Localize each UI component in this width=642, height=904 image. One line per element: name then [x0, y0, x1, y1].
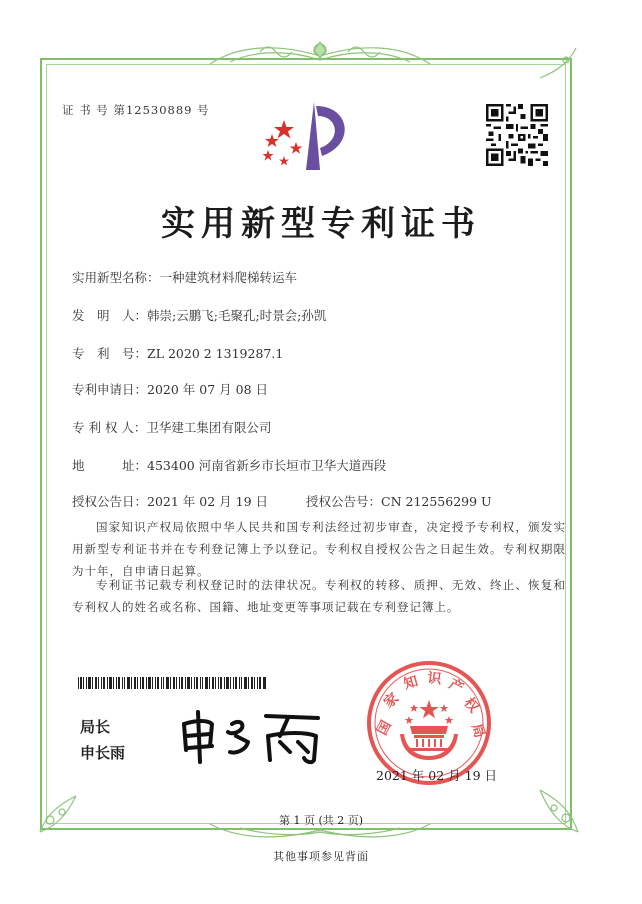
field-utility-model-name — [72, 268, 297, 286]
cnipa-logo-icon — [258, 98, 360, 174]
field-patentee — [72, 418, 271, 436]
field-value: CN 212556299 U — [381, 494, 492, 509]
qr-code-icon — [486, 104, 548, 166]
svg-text:知: 知 — [401, 673, 420, 693]
svg-text:局: 局 — [468, 721, 488, 740]
field-value: 2021 年 02 月 19 日 — [147, 494, 269, 509]
footer-note: 其他事项参见背面 — [273, 850, 369, 863]
field-label: 专 利 号： — [72, 346, 148, 361]
certificate-number: 证 书 号 第12530889 号 — [62, 103, 210, 117]
field-value: 一种建筑材料爬梯转运车 — [159, 270, 298, 285]
field-value: ZL 2020 2 1319287.1 — [147, 346, 284, 361]
field-grant-date — [72, 492, 268, 510]
signatory-name: 申长雨 — [80, 744, 126, 762]
certificate-legal-note: 专利证书记载专利权登记时的法律状况。专利权的转移、质押、无效、终止、恢复和专利权人的姓名或名称、国籍、地址变更等事项记载在专利登记簿上。 — [72, 578, 566, 614]
field-value: 卫华建工集团有限公司 — [146, 420, 272, 435]
field-inventors — [72, 306, 326, 324]
corner-ornament-tr — [530, 44, 580, 94]
top-ornament — [200, 38, 440, 70]
svg-text:家: 家 — [380, 690, 402, 712]
field-label: 授权公告日： — [72, 494, 148, 509]
barcode-icon — [78, 677, 266, 689]
svg-text:识: 识 — [426, 670, 443, 688]
field-grant-number — [306, 492, 492, 510]
field-label: 授权公告号： — [306, 494, 382, 509]
field-value: 2020 年 07 月 08 日 — [147, 382, 269, 397]
page-number: 第 1 页 (共 2 页) — [278, 814, 364, 827]
svg-text:产: 产 — [445, 676, 466, 697]
field-value: 453400 河南省新乡市长垣市卫华大道西段 — [147, 458, 387, 473]
field-label: 专 利 权 人： — [72, 420, 147, 435]
field-label: 发 明 人： — [72, 308, 148, 323]
field-label: 专利申请日： — [72, 382, 148, 397]
certificate-statement: 国家知识产权局依照中华人民共和国专利法经过初步审查，决定授予专利权，颁发实用新型专利证书并在专利登记簿上予以登记。专利权自授权公告之日起生效。专利权期限为十年，自申请日起算。 — [72, 520, 566, 578]
field-address — [72, 456, 386, 474]
field-label: 实用新型名称： — [72, 270, 160, 285]
svg-text:国: 国 — [374, 718, 395, 739]
field-patent-number — [72, 344, 283, 362]
handwritten-signature — [176, 706, 324, 766]
signatory-title: 局长 — [80, 718, 111, 736]
field-value: 韩崇;云鹏飞;毛聚孔;时景会;孙凯 — [147, 308, 327, 323]
svg-text:权: 权 — [460, 694, 482, 716]
field-label: 地 址： — [72, 458, 148, 473]
certificate-title: 实用新型专利证书 — [161, 204, 481, 244]
field-application-date — [72, 380, 268, 398]
seal-date: 2021 年 02 月 19 日 — [376, 768, 497, 783]
